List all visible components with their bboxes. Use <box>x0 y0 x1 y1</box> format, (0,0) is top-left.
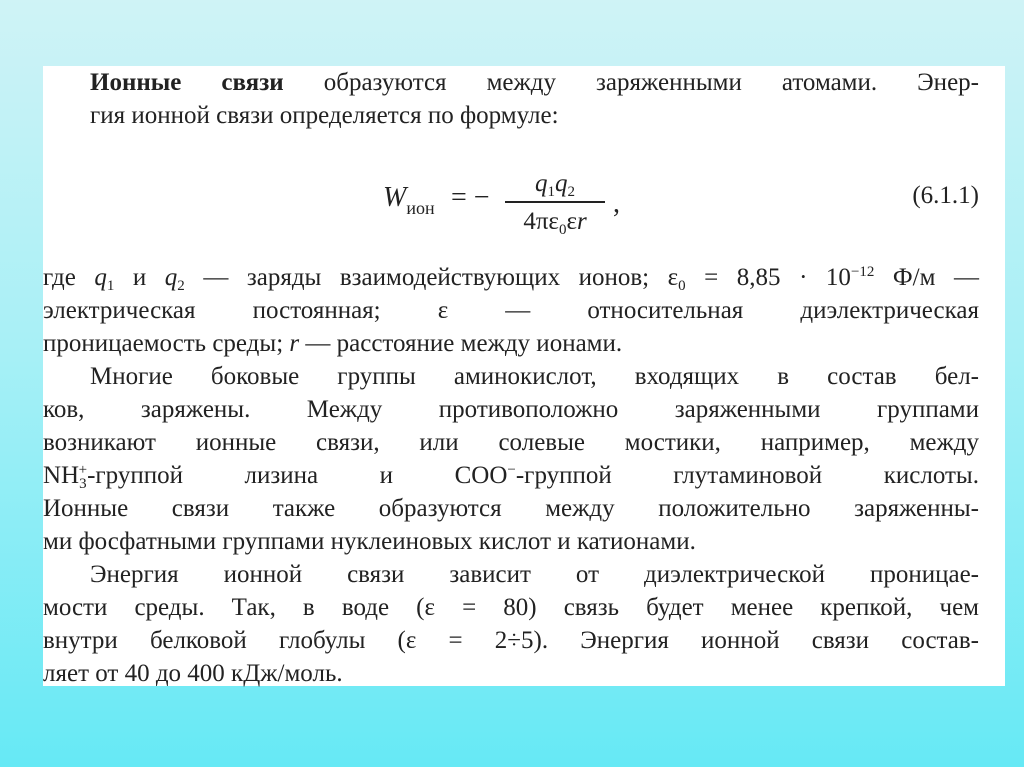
text-span: Ф/м — <box>874 264 979 291</box>
text-line <box>43 296 979 326</box>
text-line <box>43 527 979 557</box>
text-line <box>90 560 979 590</box>
formula-subscript: 1 <box>547 184 555 200</box>
bold-term: Ионные связи <box>90 69 284 96</box>
formula-subscript: 2 <box>567 184 575 200</box>
text-span: возникают ионные связи, или солевые мостики, например, между <box>43 429 979 456</box>
formula-subscript: 3 <box>79 476 87 492</box>
text-span: ми фосфатными группами нуклеиновых кислот и катионами. <box>43 528 696 555</box>
text-line <box>90 68 979 98</box>
text-span: внутри белковой глобулы (ε = 2÷5). Энергия ионной связи состав- <box>43 627 979 654</box>
formula-fraction <box>505 168 605 238</box>
text-span: гия ионной связи определяется по формуле: <box>90 102 559 129</box>
formula-subscript: 1 <box>106 278 115 294</box>
formula-equals: = − <box>451 182 490 213</box>
text-line <box>43 428 979 458</box>
text-span: Многие боковые группы аминокислот, входящих в состав бел- <box>90 363 979 390</box>
text-line <box>43 329 979 359</box>
formula-symbol: 4πε <box>523 207 559 235</box>
text-line <box>43 461 979 491</box>
text-line <box>43 395 979 425</box>
formula-superscript: −12 <box>850 264 875 280</box>
text-span: Энергия ионной связи зависит от диэлектрической проницае- <box>90 561 979 588</box>
text-span: — расстояние между ионами. <box>299 330 623 357</box>
text-span: NH <box>43 462 80 489</box>
text-span: проницаемость среды; <box>43 330 290 357</box>
formula-symbol: q <box>164 264 178 291</box>
text-span: где <box>43 264 95 291</box>
text-span: образуются между заряженными атомами. Энер- <box>283 69 979 96</box>
text-span: ков, заряжены. Между противоположно заряженными группами <box>43 396 979 423</box>
text-line <box>90 101 979 131</box>
text-line <box>43 626 979 656</box>
text-span: и <box>114 264 165 291</box>
document-page <box>43 66 1005 686</box>
text-span: — заряды взаимодействующих ионов; ε <box>184 264 679 291</box>
equation <box>43 168 979 248</box>
formula-symbol: ε <box>566 207 577 235</box>
equation-number: (6.1.1) <box>912 182 979 209</box>
text-span: электрическая постоянная; ε — относительная диэлектрическая <box>43 297 979 324</box>
formula-symbol: W <box>383 182 407 213</box>
text-span: Ионные связи также образуются между положительно заряженны- <box>43 495 979 522</box>
formula-symbol: q <box>535 170 548 197</box>
formula-denominator <box>505 206 605 238</box>
text-span: мости среды. Так, в воде (ε = 80) связь будет менее крепкой, чем <box>43 594 979 621</box>
formula-subscript: 2 <box>177 278 185 294</box>
text-line <box>43 494 979 524</box>
formula-subscript: ион <box>406 198 435 218</box>
formula-superscript: − <box>507 462 516 478</box>
fraction-bar <box>505 201 605 203</box>
text-line <box>90 362 979 392</box>
formula-comma: , <box>613 188 620 219</box>
text-span: -группой глутаминовой кислоты. <box>515 462 979 489</box>
formula-numerator <box>505 168 605 200</box>
formula-superscript: + <box>78 462 88 478</box>
formula-subscript: 0 <box>558 221 567 238</box>
formula-symbol: r <box>576 207 587 235</box>
formula-symbol: q <box>555 170 568 197</box>
text-span: ляет от 40 до 400 кДж/моль. <box>43 660 343 687</box>
formula-symbol: q <box>94 264 107 291</box>
text-line <box>43 263 979 293</box>
text-line <box>43 659 979 689</box>
text-line <box>43 593 979 623</box>
formula-symbol: r <box>289 330 300 357</box>
text-span: = 8,85 · 10 <box>685 264 851 291</box>
formula-lhs <box>383 182 435 219</box>
text-span: -группой лизина и COO <box>87 462 508 489</box>
formula-subscript: 0 <box>678 278 686 294</box>
